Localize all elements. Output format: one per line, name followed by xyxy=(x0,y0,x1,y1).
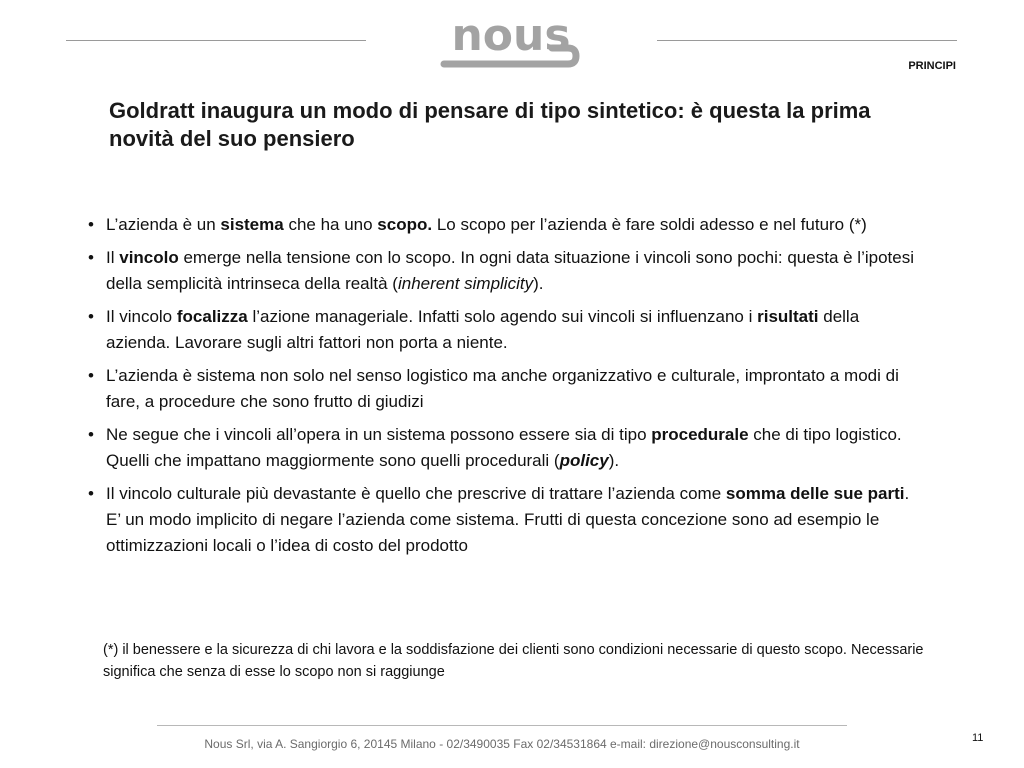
page-number: 11 xyxy=(972,732,984,744)
emphasis-text: policy xyxy=(559,451,609,470)
bullet-text: L’azienda è un xyxy=(106,215,221,234)
bullet-text: ). xyxy=(533,274,544,293)
header-rule-right xyxy=(657,40,957,41)
section-label: PRINCIPI xyxy=(908,60,956,72)
bullet-text: Il xyxy=(106,248,120,267)
bullet-marker: • xyxy=(88,366,94,385)
footnote: (*) il benessere e la sicurezza di chi lavora e la soddisfazione dei clienti sono condizioni necessarie di questo scopo. Necessarie significa che senza di esse lo scopo non si raggiunge xyxy=(103,642,924,680)
header-rule-left xyxy=(66,40,366,41)
bullet-item xyxy=(88,245,923,297)
emphasis-text: risultati xyxy=(757,307,819,326)
emphasis-text: procedurale xyxy=(651,425,749,444)
bullet-text: Il vincolo culturale più devastante è quello che prescrive di trattare l’azienda come xyxy=(106,484,726,503)
footer-address: Nous Srl, via A. Sangiorgio 6, 20145 Milano - 02/3490035 Fax 02/34531864 e-mail: direzione@nousconsulting.it xyxy=(204,737,800,751)
emphasis-text: vincolo xyxy=(119,248,179,267)
bullet-text: Ne segue che i vincoli all’opera in un sistema possono essere sia di tipo xyxy=(106,425,652,444)
svg-text:nous: nous xyxy=(451,12,571,61)
bullet-text: l’azione manageriale. Infatti solo agendo sui vincoli si influenzano i xyxy=(247,307,758,326)
nous-logo xyxy=(440,12,582,70)
bullet-marker: • xyxy=(88,307,94,326)
bullet-text: L’azienda è sistema non solo nel senso logistico ma anche organizzativo e culturale, improntato a modi di fare, a procedure che sono frutto di giudizi xyxy=(106,366,899,411)
bullet-text: ). xyxy=(608,451,620,470)
bullet-item xyxy=(88,481,923,559)
bullet-text: Il vincolo xyxy=(106,307,177,326)
bullet-text: Lo scopo per l’azienda è fare soldi adesso e nel futuro (*) xyxy=(432,215,867,234)
bullet-text: . E’ un modo implicito di negare l’azienda come sistema. Frutti di questa concezione sono ad esempio le ottimizzazioni locali o l’idea di costo del prodotto xyxy=(106,484,910,555)
footer-rule xyxy=(157,725,847,726)
bullet-marker: • xyxy=(88,215,94,234)
bullet-text: inherent simplicity xyxy=(397,274,534,293)
slide-title: Goldratt inaugura un modo di pensare di tipo sintetico: è questa la prima novità del suo pensiero xyxy=(109,98,871,151)
emphasis-text: focalizza xyxy=(176,307,248,326)
bullet-item xyxy=(88,304,923,356)
bullet-marker: • xyxy=(88,484,94,503)
bullet-marker: • xyxy=(88,248,94,267)
bullet-text: che di tipo logistico. Quelli che impattano maggiormente sono quelli procedurali ( xyxy=(106,425,902,470)
bullet-item xyxy=(88,422,923,474)
bullet-item xyxy=(88,363,923,415)
bullet-text: della azienda. Lavorare sugli altri fattori non porta a niente. xyxy=(106,307,860,352)
bullet-item xyxy=(88,212,923,238)
emphasis-text: somma delle sue parti xyxy=(725,484,905,503)
bullet-marker: • xyxy=(88,425,94,444)
bullet-list xyxy=(88,212,923,566)
bullet-text: che ha uno xyxy=(283,215,378,234)
bullet-text: emerge nella tensione con lo scopo. In ogni data situazione i vincoli sono pochi: questa è l’ipotesi della semplicità intrinseca della realtà ( xyxy=(106,248,914,293)
emphasis-text: scopo. xyxy=(377,215,433,234)
emphasis-text: sistema xyxy=(220,215,284,234)
